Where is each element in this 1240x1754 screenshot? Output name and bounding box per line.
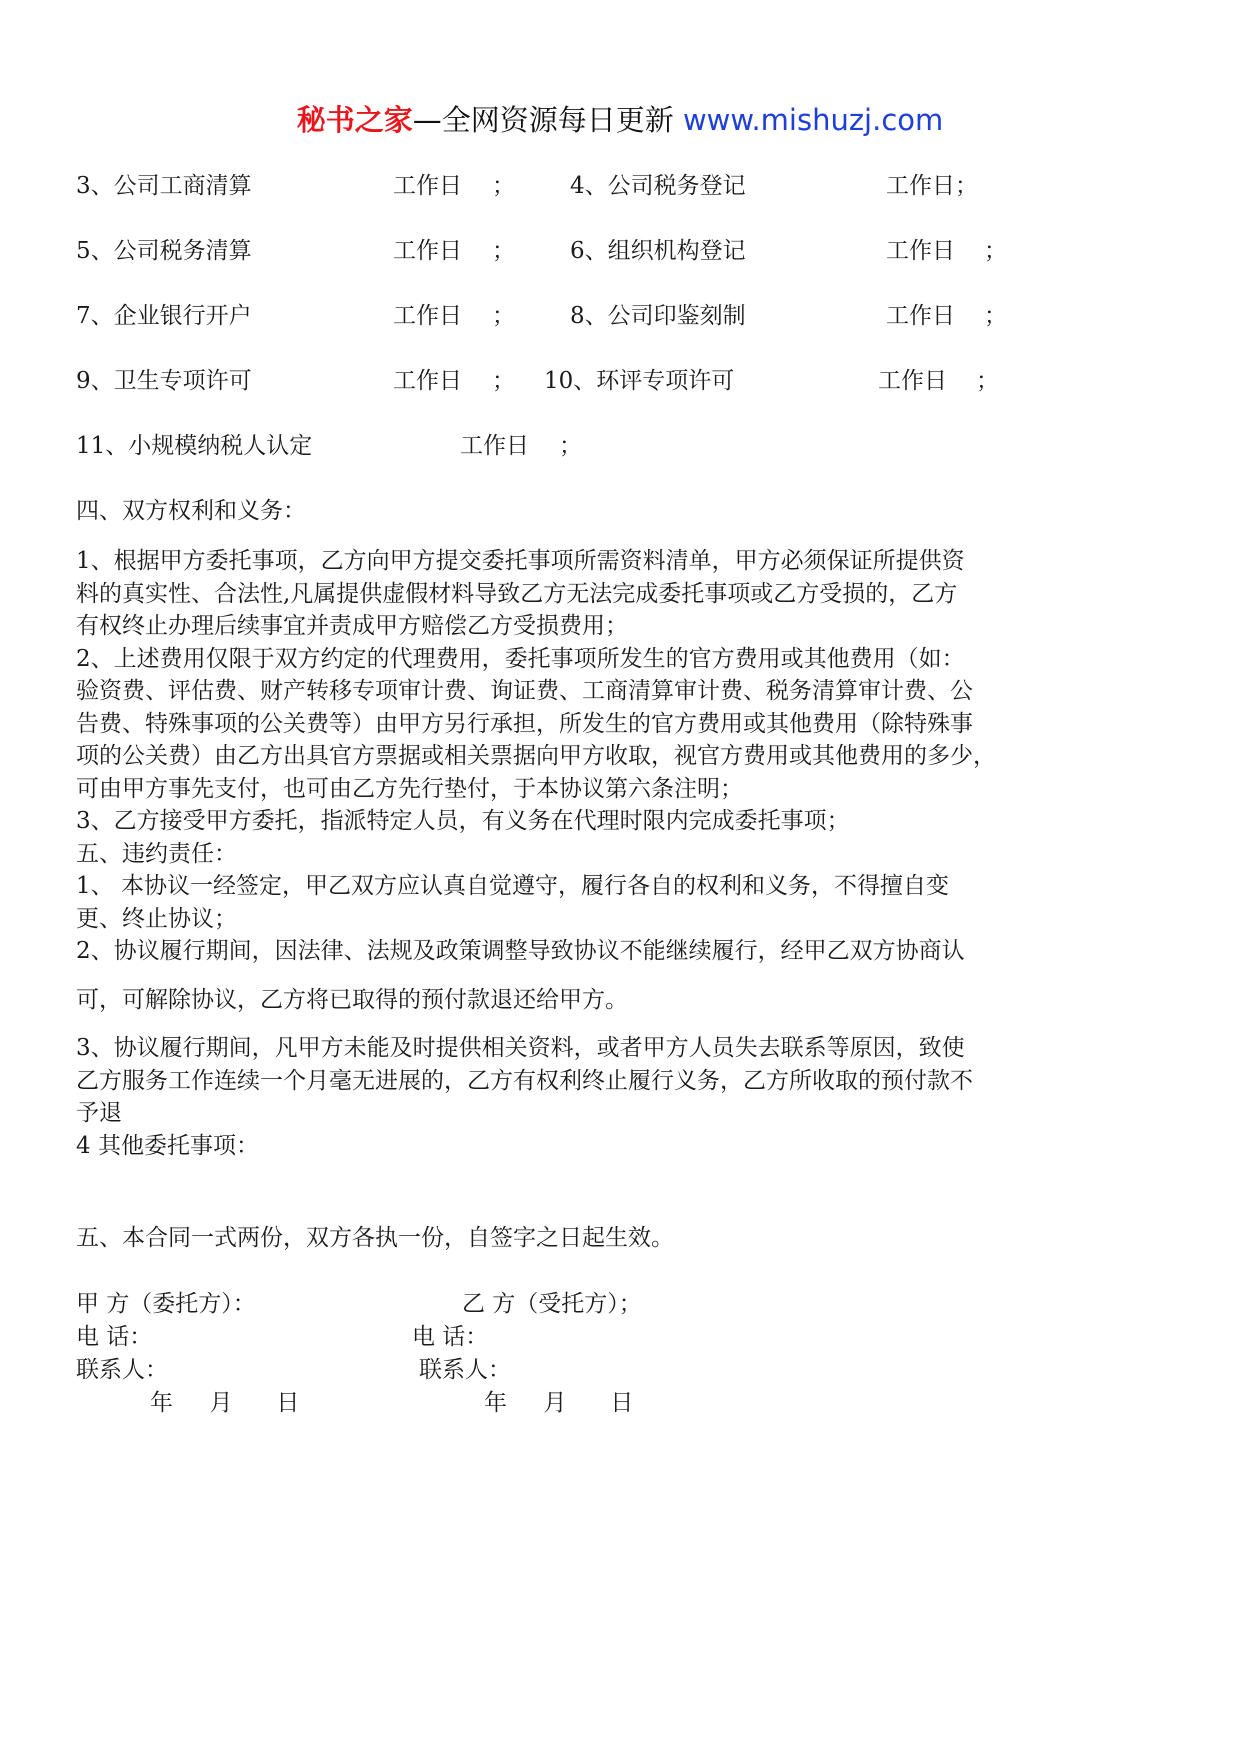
schedule-days: 工作日 <box>886 238 955 264</box>
paragraph-line: 有权终止办理后续事宜并责成甲方赔偿乙方受损费用； <box>76 613 628 639</box>
section-5-item-3 <box>76 1032 1076 1162</box>
paragraph-line: 料的真实性、合法性,凡属提供虚假材料导致乙方无法完成委托事项或乙方受损的，乙方 <box>76 580 958 607</box>
paragraph-line: 可由甲方事先支付，也可由乙方先行垫付，于本协议第六条注明； <box>76 775 743 802</box>
schedule-item: 11、小规模纳税人认定 <box>76 433 313 459</box>
paragraph-line: 3、乙方接受甲方委托，指派特定人员，有义务在代理时限内完成委托事项； <box>76 808 850 834</box>
schedule-days: 工作日 <box>878 368 947 394</box>
paragraph-line: 可，可解除协议，乙方将已取得的预付款退还给甲方。 <box>76 987 628 1013</box>
schedule-item: 6、组织机构登记 <box>570 238 746 264</box>
paragraph-line: 2、上述费用仅限于双方约定的代理费用，委托事项所发生的官方费用或其他费用（如： <box>76 645 965 672</box>
closing-clause: 五、本合同一式两份，双方各执一份，自签字之日起生效。 <box>76 1225 674 1251</box>
schedule-item: 4、公司税务登记 <box>570 173 746 199</box>
schedule-sep: ； <box>492 368 515 394</box>
schedule-days: 工作日 <box>460 433 529 459</box>
party-a-label: 甲 方（委托方）： <box>76 1291 256 1317</box>
phone-a-label: 电 话： <box>76 1324 153 1350</box>
paragraph-line: 2、协议履行期间，因法律、法规及政策调整导致协议不能继续履行，经甲乙双方协商认 <box>76 938 965 964</box>
paragraph-line: 项的公关费）由乙方出具官方票据或相关票据向甲方收取，视官方费用或其他费用的多少， <box>76 743 996 769</box>
site-header <box>0 100 1240 140</box>
paragraph-line: 4 其他委托事项： <box>76 1132 259 1159</box>
schedule-sep: ； <box>976 368 999 394</box>
party-b-label: 乙 方（受托方）； <box>462 1291 642 1317</box>
schedule-sep: ； <box>492 303 515 329</box>
site-url[interactable]: www.mishuzj.com <box>682 103 944 137</box>
schedule-sep: ； <box>559 433 582 459</box>
schedule-item: 3、公司工商清算 <box>76 173 252 199</box>
paragraph-line: 验资费、评估费、财产转移专项审计费、询证费、工商清算审计费、税务清算审计费、公 <box>76 678 973 704</box>
schedule-item: 10、环评专项许可 <box>544 368 735 394</box>
schedule-sep: ； <box>492 238 515 264</box>
contact-b-label: 联系人： <box>419 1357 511 1383</box>
schedule-days: 工作日 <box>393 173 462 199</box>
schedule-item: 8、公司印鉴刻制 <box>570 303 746 329</box>
section-4-body <box>76 545 1076 968</box>
contact-a-label: 联系人： <box>76 1357 168 1383</box>
date-a: 年 月 日 <box>150 1390 300 1416</box>
paragraph-line: 乙方服务工作连续一个月毫无进展的，乙方有权利终止履行义务，乙方所收取的预付款不 <box>76 1067 973 1094</box>
section-5-title: 五、违约责任： <box>76 840 237 867</box>
schedule-sep: ； <box>492 173 515 199</box>
paragraph-line: 1、 本协议一经签定，甲乙双方应认真自觉遵守，履行各自的权利和义务，不得擅自变 <box>76 873 949 899</box>
paragraph-line: 予退 <box>76 1100 122 1126</box>
date-b: 年 月 日 <box>484 1390 634 1416</box>
brand-name: 秘书之家 <box>296 103 413 137</box>
paragraph-line: 1、根据甲方委托事项，乙方向甲方提交委托事项所需资料清单，甲方必须保证所提供资 <box>76 548 965 574</box>
schedule-sep: ； <box>984 238 1007 264</box>
schedule-sep: ； <box>984 303 1007 329</box>
header-tagline: —全网资源每日更新 <box>412 103 674 137</box>
schedule-item: 5、公司税务清算 <box>76 238 252 264</box>
schedule-item: 7、企业银行开户 <box>76 303 252 329</box>
schedule-days: 工作日 <box>886 303 955 329</box>
paragraph-line: 3、协议履行期间，凡甲方未能及时提供相关资料，或者甲方人员失去联系等原因，致使 <box>76 1035 965 1061</box>
schedule-days: 工作日 <box>393 368 462 394</box>
paragraph-line: 更、终止协议； <box>76 905 237 932</box>
paragraph-line: 告费、特殊事项的公关费等）由甲方另行承担，所发生的官方费用或其他费用（除特殊事 <box>76 710 973 737</box>
section-4-title: 四、双方权利和义务： <box>76 498 306 524</box>
schedule-days: 工作日 <box>393 238 462 264</box>
schedule-days: 工作日 <box>393 303 462 329</box>
phone-b-label: 电 话： <box>412 1324 489 1350</box>
schedule-item: 9、卫生专项许可 <box>76 368 252 394</box>
schedule-days: 工作日； <box>886 173 978 199</box>
